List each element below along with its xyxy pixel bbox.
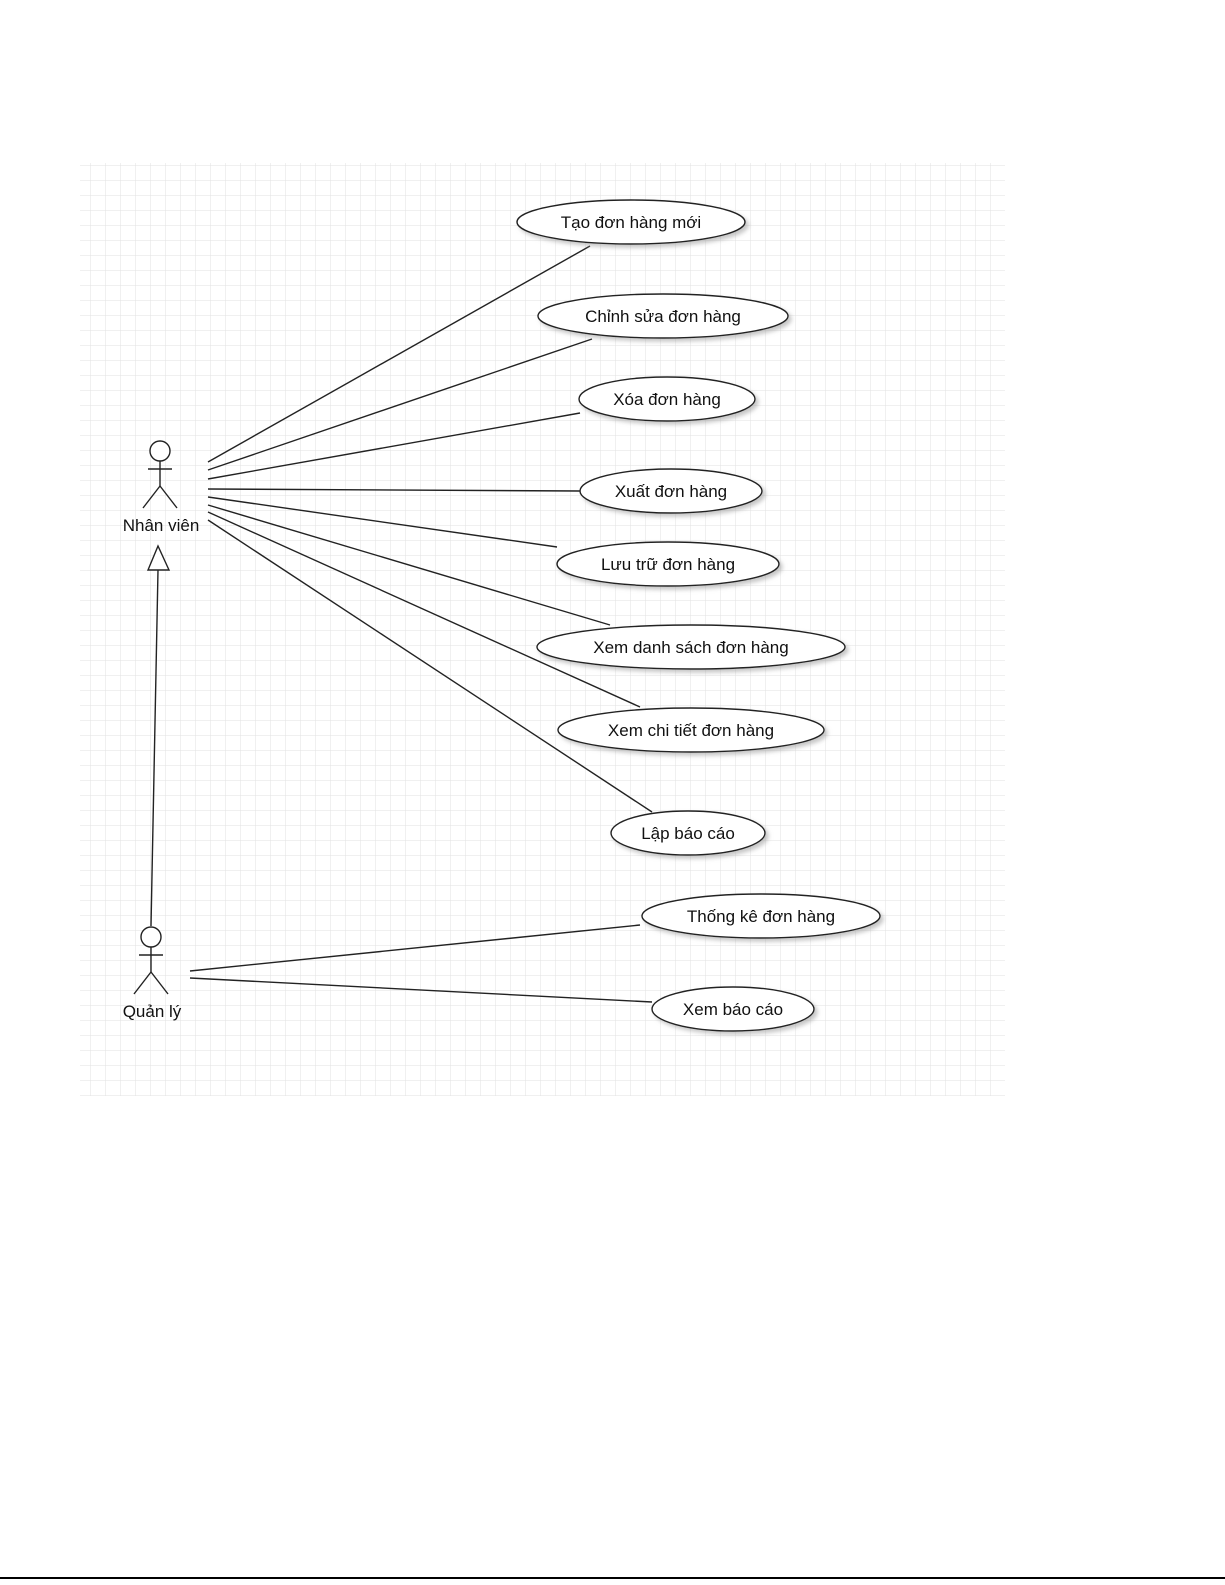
use-case-tao-don-hang-moi (517, 200, 745, 244)
use-case-thong-ke-don-hang (642, 894, 880, 938)
actor-head (141, 927, 161, 947)
use-case-lap-bao-cao (611, 811, 765, 855)
use-case-label: Xem danh sách đơn hàng (593, 638, 789, 657)
use-case-label: Lập báo cáo (641, 824, 735, 843)
use-case-xoa-don-hang (579, 377, 755, 421)
use-case-xuat-don-hang (580, 469, 762, 513)
use-case-xem-chi-tiet-don-hang (558, 708, 824, 752)
use-case-label: Lưu trữ đơn hàng (600, 555, 736, 574)
grid-background (80, 163, 1005, 1096)
actor-head (150, 441, 170, 461)
use-case-label: Xuất đơn hàng (614, 482, 728, 501)
actor-nhan-vien-label: Nhân viên (122, 516, 200, 535)
actor-quan-ly-label: Quản lý (122, 1002, 182, 1021)
use-case-label: Chỉnh sửa đơn hàng (585, 307, 741, 326)
use-case-label: Xem chi tiết đơn hàng (607, 721, 775, 740)
page-bottom-rule (0, 1577, 1225, 1579)
use-case-xem-danh-sach-don-hang (537, 625, 845, 669)
use-case-label: Xóa đơn hàng (613, 390, 721, 409)
use-case-xem-bao-cao (652, 987, 814, 1031)
use-case-luu-tru-don-hang (557, 542, 779, 586)
use-case-chinh-sua-don-hang (538, 294, 788, 338)
use-case-label: Xem báo cáo (682, 1000, 784, 1019)
use-case-label: Thống kê đơn hàng (686, 907, 836, 926)
use-case-label: Tạo đơn hàng mới (560, 213, 702, 232)
